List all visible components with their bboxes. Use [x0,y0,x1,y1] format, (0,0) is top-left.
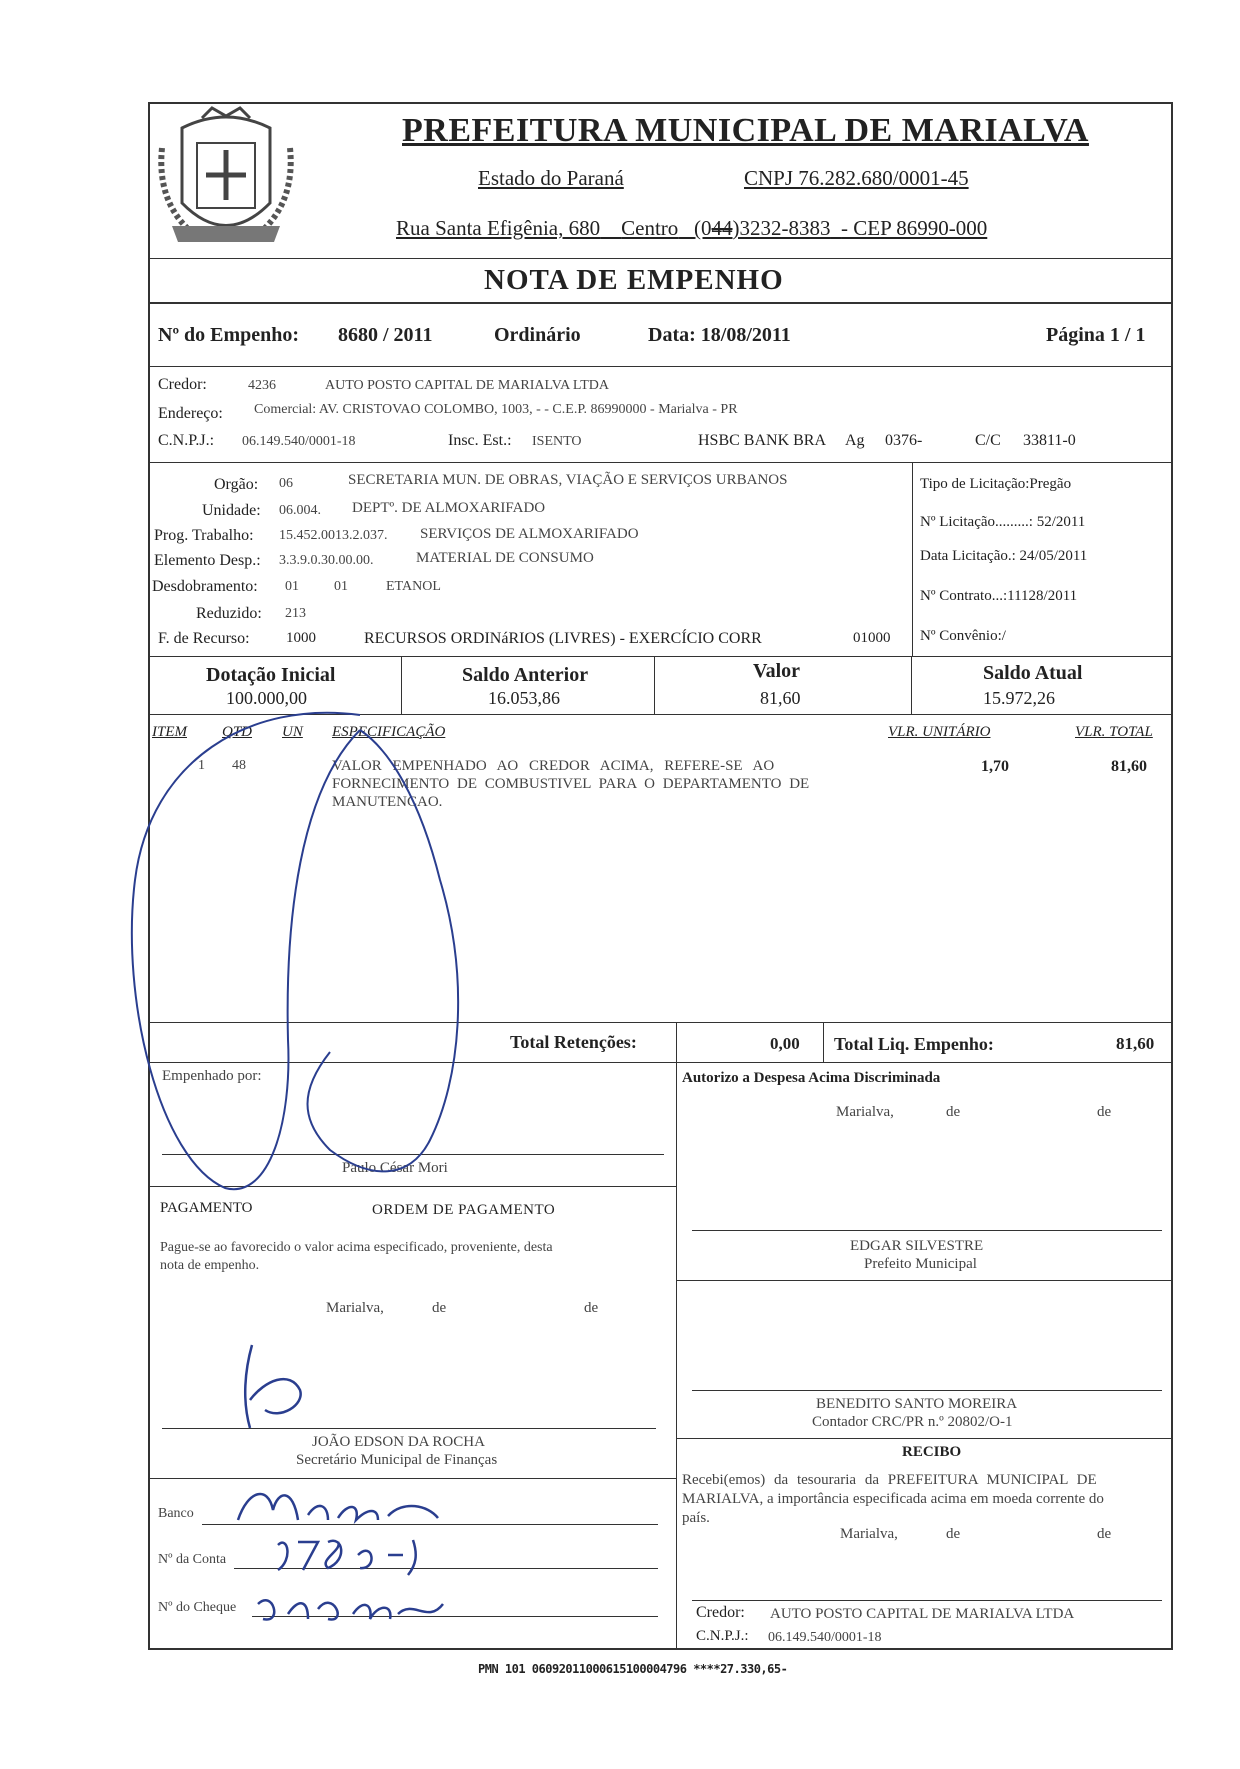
orgao-name: SECRETARIA MUN. DE OBRAS, VIAÇÃO E SERVIÇOS URBANOS [348,472,788,488]
reduzido-value: 213 [285,606,306,621]
unidade-name: DEPTº. DE ALMOXARIFADO [352,500,546,516]
row-spec-line-1: VALOR EMPENHADO AO CREDOR ACIMA, REFERE-SE AO [332,758,775,774]
recibo-de-1: de [946,1526,961,1542]
address-label: Endereço: [158,405,223,422]
recurso-number: 01000 [853,630,891,646]
recurso-name: RECURSOS ORDINáRIOS (LIVRES) - EXERCÍCIO CORR [364,630,762,647]
recibo-cnpj: 06.149.540/0001-18 [768,1630,882,1645]
unidade-label: Unidade: [202,502,261,519]
phone-number: )3232-8383 [732,216,831,240]
prog-name: SERVIÇOS DE ALMOXARIFADO [420,526,639,542]
liquido-value: 81,60 [1116,1034,1155,1053]
phone-struck: 44 [711,216,733,240]
desdobramento-name: ETANOL [386,579,441,594]
row-unit-value: 1,70 [981,758,1009,775]
agency-number: 0376- [885,432,923,449]
col-total-header: VLR. TOTAL [1075,724,1153,740]
ie-label: Insc. Est.: [448,432,512,449]
contador-name: BENEDITO SANTO MOREIRA [816,1396,1018,1412]
recibo-text-2: MARIALVA, a importância especificada acima em moeda corrente do [682,1491,1104,1507]
cheque-label: Nº do Cheque [158,1600,237,1615]
pagamento-text-2: nota de empenho. [160,1258,260,1273]
credor-ie: ISENTO [532,434,582,449]
handwritten-account-number [268,1530,428,1580]
page-number: Página 1 / 1 [1046,324,1146,346]
valor-label: Valor [753,660,801,682]
saldo-anterior-value: 16.053,86 [488,688,560,708]
credor-address: Comercial: AV. CRISTOVAO COLOMBO, 1003, - - C.E.P. 86990000 - Marialva - PR [254,402,738,417]
prefeito-name: EDGAR SILVESTRE [850,1238,984,1254]
recibo-credor-label: Credor: [696,1604,745,1621]
convenio-number: Nº Convênio:/ [920,628,1006,644]
recibo-de-2: de [1097,1526,1112,1542]
orgao-label: Orgão: [214,476,259,493]
pagamento-de-1: de [432,1300,447,1316]
credor-label: Credor: [158,376,207,393]
licitacao-type: Tipo de Licitação:Pregão [920,476,1072,492]
row-item: 1 [198,758,205,773]
empenhado-name: Paulo César Mori [342,1160,448,1176]
recibo-text-3: país. [682,1510,710,1526]
col-item-header: ITEM [152,724,187,740]
cnpj-header: CNPJ 76.282.680/0001-45 [744,166,969,190]
doc-title: NOTA DE EMPENHO [484,264,784,296]
conta-label: Nº da Conta [158,1552,227,1567]
prog-code: 15.452.0013.2.037. [279,528,388,543]
recurso-code: 1000 [286,630,316,646]
licitacao-date: Data Licitação.: 24/05/2011 [920,548,1088,564]
desdobramento-b: 01 [334,579,348,594]
orgao-code: 06 [279,476,293,491]
dotacao-value: 100.000,00 [226,688,307,708]
elemento-name: MATERIAL DE CONSUMO [416,550,594,566]
col-qtd-header: QTD [222,724,253,740]
autorizo-place: Marialva, [836,1104,894,1120]
recibo-cnpj-label: C.N.P.J.: [696,1628,749,1644]
row-spec-line-3: MANUTENCAO. [332,794,443,810]
pagamento-text-1: Pague-se ao favorecido o valor acima especificado, proveniente, desta [160,1240,553,1255]
contador-role: Contador CRC/PR n.º 20802/O-1 [812,1414,1013,1430]
secretario-role: Secretário Municipal de Finanças [296,1452,498,1468]
reduzido-label: Reduzido: [196,605,262,622]
empenhado-label: Empenhado por: [162,1068,262,1084]
dotacao-label: Dotação Inicial [206,664,336,686]
saldo-atual-label: Saldo Atual [983,662,1083,684]
elemento-label: Elemento Desp.: [154,552,261,569]
credor-code: 4236 [248,378,276,393]
col-unit-header: VLR. UNITÁRIO [888,724,991,740]
handwritten-cheque-number [248,1584,448,1630]
empenho-number: 8680 / 2011 [338,324,433,346]
saldo-anterior-label: Saldo Anterior [462,664,589,686]
state-name: Estado do Paraná [478,166,624,190]
recibo-place: Marialva, [840,1526,898,1542]
autorizo-text: Autorizo a Despesa Acima Discriminada [682,1070,941,1086]
footer-code: PMN 101 06092011000615100004796 ****27.330,65- [478,1662,788,1676]
col-spec-header: ESPECIFICAÇÃO [332,724,446,740]
agency-label: Ag [845,432,865,449]
credor-cnpj: 06.149.540/0001-18 [242,434,356,449]
liquido-label: Total Liq. Empenho: [834,1034,994,1054]
col-un-header: UN [282,724,303,740]
empenho-number-label: Nº do Empenho: [158,324,300,346]
row-spec-line-2: FORNECIMENTO DE COMBUSTIVEL PARA O DEPARTAMENTO DE [332,776,810,792]
valor-value: 81,60 [760,688,801,708]
secretario-name: JOÃO EDSON DA ROCHA [312,1434,485,1450]
row-qtd: 48 [232,758,246,773]
phone-prefix: (0 [694,216,712,240]
recibo-title: RECIBO [902,1444,962,1460]
street: Rua Santa Efigênia, 680 [396,216,601,240]
credor-name: AUTO POSTO CAPITAL DE MARIALVA LTDA [325,378,609,393]
pagamento-place: Marialva, [326,1300,384,1316]
pagamento-de-2: de [584,1300,599,1316]
account-number: 33811-0 [1023,432,1076,449]
prefeitura-title: PREFEITURA MUNICIPAL DE MARIALVA [402,112,1089,149]
banco-label: Banco [158,1506,194,1521]
empenho-type: Ordinário [494,324,581,346]
pagamento-label: PAGAMENTO [160,1200,253,1216]
recibo-text-1: Recebi(emos) da tesouraria da PREFEITURA MUNICIPAL DE [682,1472,1097,1488]
retencoes-value: 0,00 [770,1034,800,1053]
prefeito-role: Prefeito Municipal [864,1256,977,1272]
account-label: C/C [975,432,1001,449]
handwritten-signature-secretario [220,1340,340,1440]
cep: - CEP 86990-000 [841,216,988,240]
autorizo-de-1: de [946,1104,961,1120]
district: Centro [621,216,679,240]
desdobramento-label: Desdobramento: [152,578,258,595]
recurso-label: F. de Recurso: [158,630,250,647]
empenho-date: Data: 18/08/2011 [648,324,791,346]
desdobramento-a: 01 [285,579,299,594]
prog-label: Prog. Trabalho: [154,527,254,544]
recibo-credor: AUTO POSTO CAPITAL DE MARIALVA LTDA [770,1606,1075,1622]
contract-number: Nº Contrato...:11128/2011 [920,588,1078,604]
ordem-pagamento-title: ORDEM DE PAGAMENTO [372,1202,556,1218]
retencoes-label: Total Retenções: [510,1032,637,1052]
row-total-value: 81,60 [1111,758,1147,775]
unidade-code: 06.004. [279,503,321,518]
cnpj-label: C.N.P.J.: [158,432,215,449]
bank-name: HSBC BANK BRA [698,432,827,449]
autorizo-de-2: de [1097,1104,1112,1120]
licitacao-number: Nº Licitação.........: 52/2011 [920,514,1086,530]
saldo-atual-value: 15.972,26 [983,688,1055,708]
elemento-code: 3.3.9.0.30.00.00. [279,553,374,568]
